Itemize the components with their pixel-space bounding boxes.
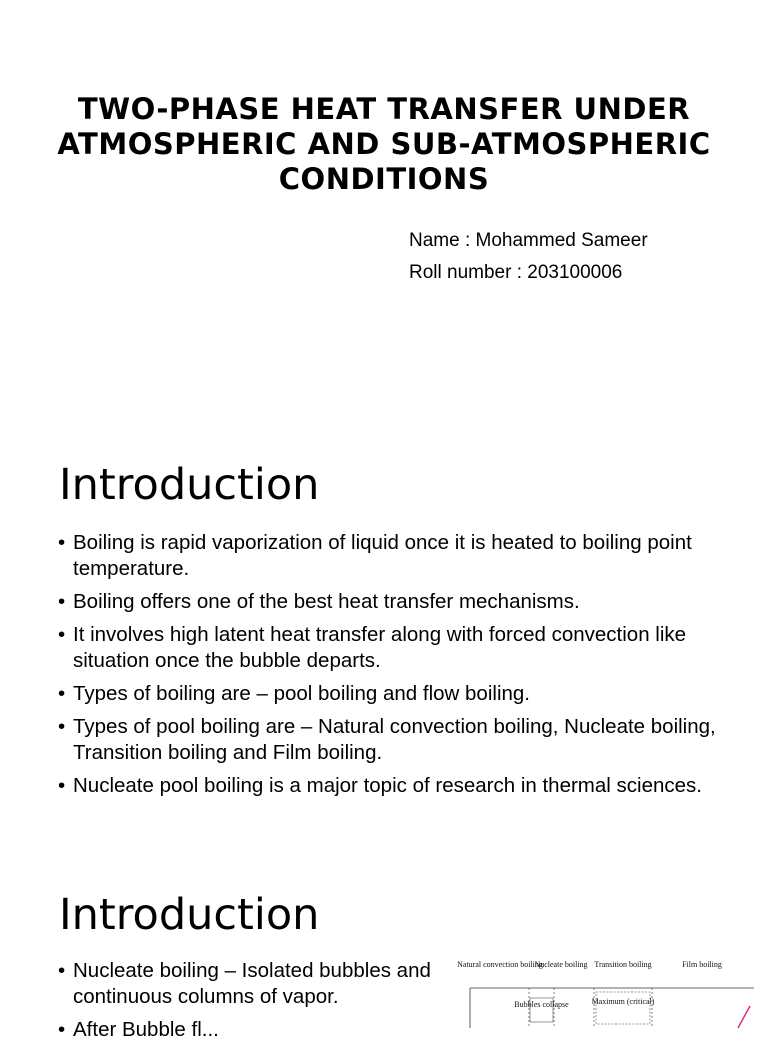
annotation-bubbles-collapse: Bubbles collapse — [514, 1000, 569, 1009]
roll-number: Roll number : 203100006 — [409, 262, 623, 283]
bullet-item: • It involves high latent heat transfer along with forced convection like situation once the bubble departs. — [58, 622, 718, 674]
boiling-curve-figure — [457, 958, 762, 1028]
introduction-slide-2 — [0, 862, 768, 1041]
slide-heading: Introduction — [59, 890, 320, 940]
annotation-maximum: Maximum (critical) — [591, 997, 655, 1006]
bullet-item: • Nucleate boiling – Isolated bubbles and continuous columns of vapor. — [58, 958, 443, 1010]
boiling-curve-line — [738, 1006, 750, 1028]
bullet-item: • After Bubble fl... — [58, 1017, 443, 1043]
bullet-item: • Types of boiling are – pool boiling and flow boiling. — [58, 681, 718, 707]
bullet-item: • Types of pool boiling are – Natural convection boiling, Nucleate boiling, Transition boiling and Film boiling. — [58, 714, 718, 766]
region-label-film: Film boiling — [682, 960, 722, 969]
bullet-item: • Boiling offers one of the best heat transfer mechanisms. — [58, 589, 718, 615]
introduction-slide-1 — [0, 430, 768, 862]
region-label-transition: Transition boiling — [594, 960, 652, 969]
bullet-item: • Boiling is rapid vaporization of liquid once it is heated to boiling point temperature. — [58, 530, 718, 582]
slide-heading: Introduction — [59, 460, 320, 510]
author-name: Name : Mohammed Sameer — [409, 230, 648, 251]
presentation-title: TWO-PHASE HEAT TRANSFER UNDER ATMOSPHERIC AND SUB-ATMOSPHERIC CONDITIONS — [57, 92, 711, 196]
region-label-natural-convection: Natural convection boiling — [457, 960, 543, 969]
region-label-nucleate: Nucleate boiling — [534, 960, 588, 969]
bullet-list — [58, 530, 718, 806]
bullet-list — [58, 958, 443, 1050]
title-slide — [0, 0, 768, 430]
bullet-item: • Nucleate pool boiling is a major topic of research in thermal sciences. — [58, 773, 718, 799]
